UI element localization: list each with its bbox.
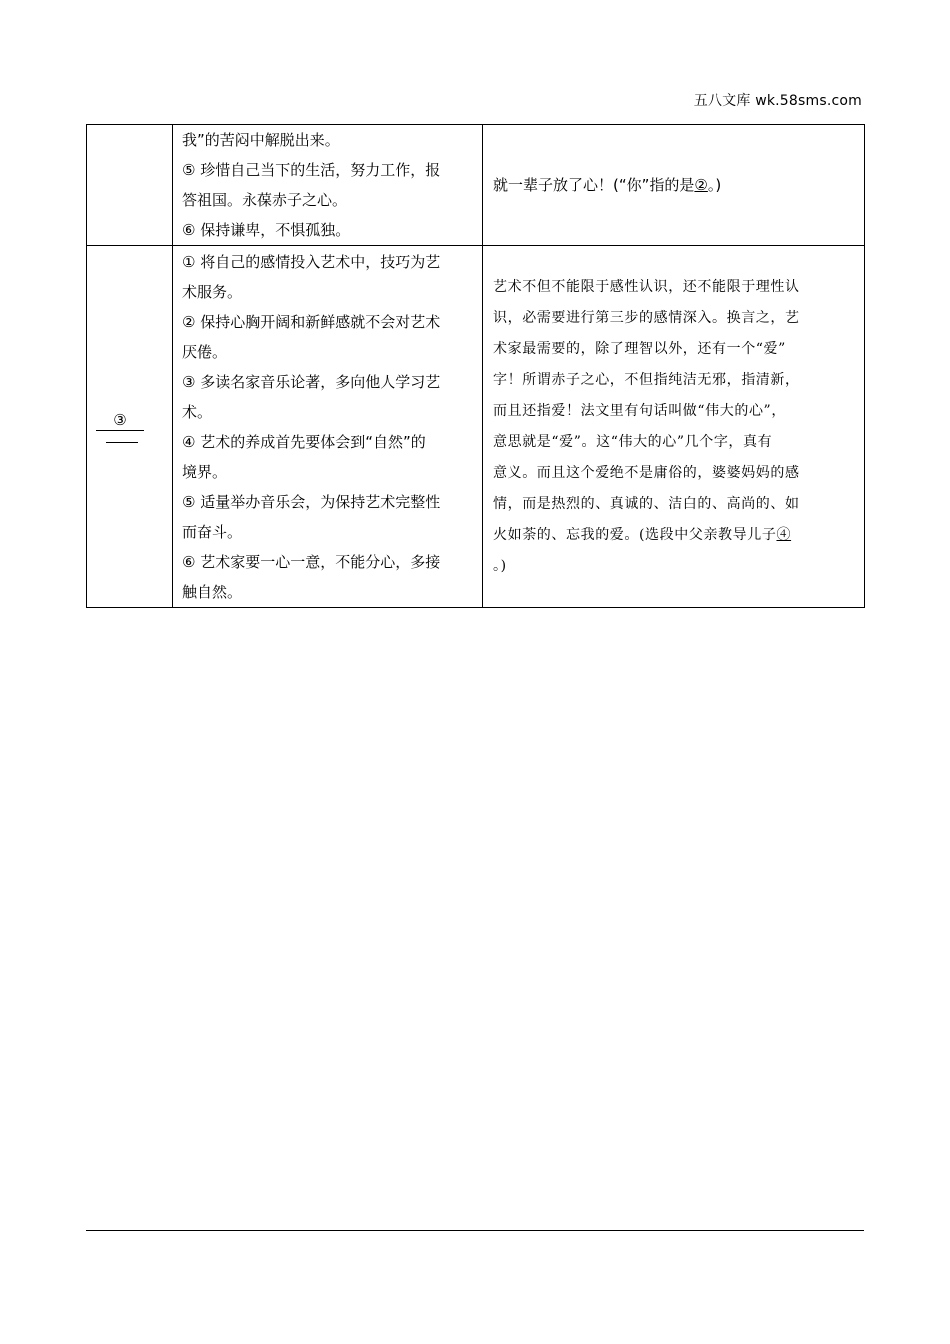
row1-methods-cell [173,125,483,246]
row2-label-cell [87,246,173,608]
list-line: ⑥ 艺术家要一心一意，不能分心，多接 [182,552,441,571]
list-line: 厌倦。 [182,342,228,361]
list-line: ⑤ 珍惜自己当下的生活，努力工作，报 [182,161,441,179]
list-line: ③ 多读名家音乐论著，多向他人学习艺 [182,372,441,391]
content-table [86,124,865,608]
table-row [87,246,865,608]
list-line: ② 保持心胸开阔和新鲜感就不会对艺术 [182,312,441,331]
list-line: 而奋斗。 [182,522,243,541]
list-line: 术。 [182,402,213,421]
answer-blank-underline [106,441,138,443]
quote-text: 火如荼的、忘我的爱。(选段中父亲教导儿子 [493,526,777,543]
list-line: 术服务。 [182,282,243,301]
page-header-site: 五八文库 wk.58sms.com [693,93,862,109]
list-line: ⑥ 保持谦卑，不惧孤独。 [182,221,351,239]
quote-line: 情，而是热烈的、真诚的、洁白的、高尚的、如 [493,495,800,512]
quote-line [493,520,856,551]
footer-divider [86,1230,864,1231]
table-row [87,125,865,246]
quote-line: 字！所谓赤子之心，不但指纯洁无邪，指清新， [493,371,800,388]
answer-blank-2: ② [694,176,708,194]
row1-quote-cell [483,125,865,246]
quote-line: 意思就是“爱”。这“伟大的心”几个字，真有 [493,433,773,450]
quote-line: 意义。而且这个爱绝不是庸俗的，婆婆妈妈的感 [493,464,800,481]
quote-line: 而且还指爱！法文里有句话叫做“伟大的心”， [493,402,786,419]
row2-methods-cell [173,246,483,608]
quote-line [493,170,856,200]
quote-line: 。) [493,557,507,574]
list-line: 触自然。 [182,582,243,601]
quote-line: 艺术不但不能限于感性认识，还不能限于理性认 [493,278,800,295]
list-line: ⑤ 适量举办音乐会，为保持艺术完整性 [182,492,441,511]
list-line: ① 将自己的感情投入艺术中，技巧为艺 [182,252,441,271]
list-line: 答祖国。永葆赤子之心。 [182,191,348,209]
row1-label-cell [87,125,173,246]
quote-line: 识，必需要进行第三步的感情深入。换言之，艺 [493,309,800,326]
list-line: 我”的苦闷中解脱出来。 [182,131,340,149]
quote-text: 。) [707,176,722,194]
quote-line: 术家最需要的，除了理智以外，还有一个“爱” [493,340,786,357]
row2-quote-cell [483,246,865,608]
list-line: ④ 艺术的养成首先要体会到“自然”的 [182,432,426,451]
answer-blank-3: ③ [96,410,144,431]
quote-text: 就一辈子放了心！(“你”指的是 [493,176,695,194]
answer-blank-4: ④ [776,526,792,543]
list-line: 境界。 [182,462,228,481]
